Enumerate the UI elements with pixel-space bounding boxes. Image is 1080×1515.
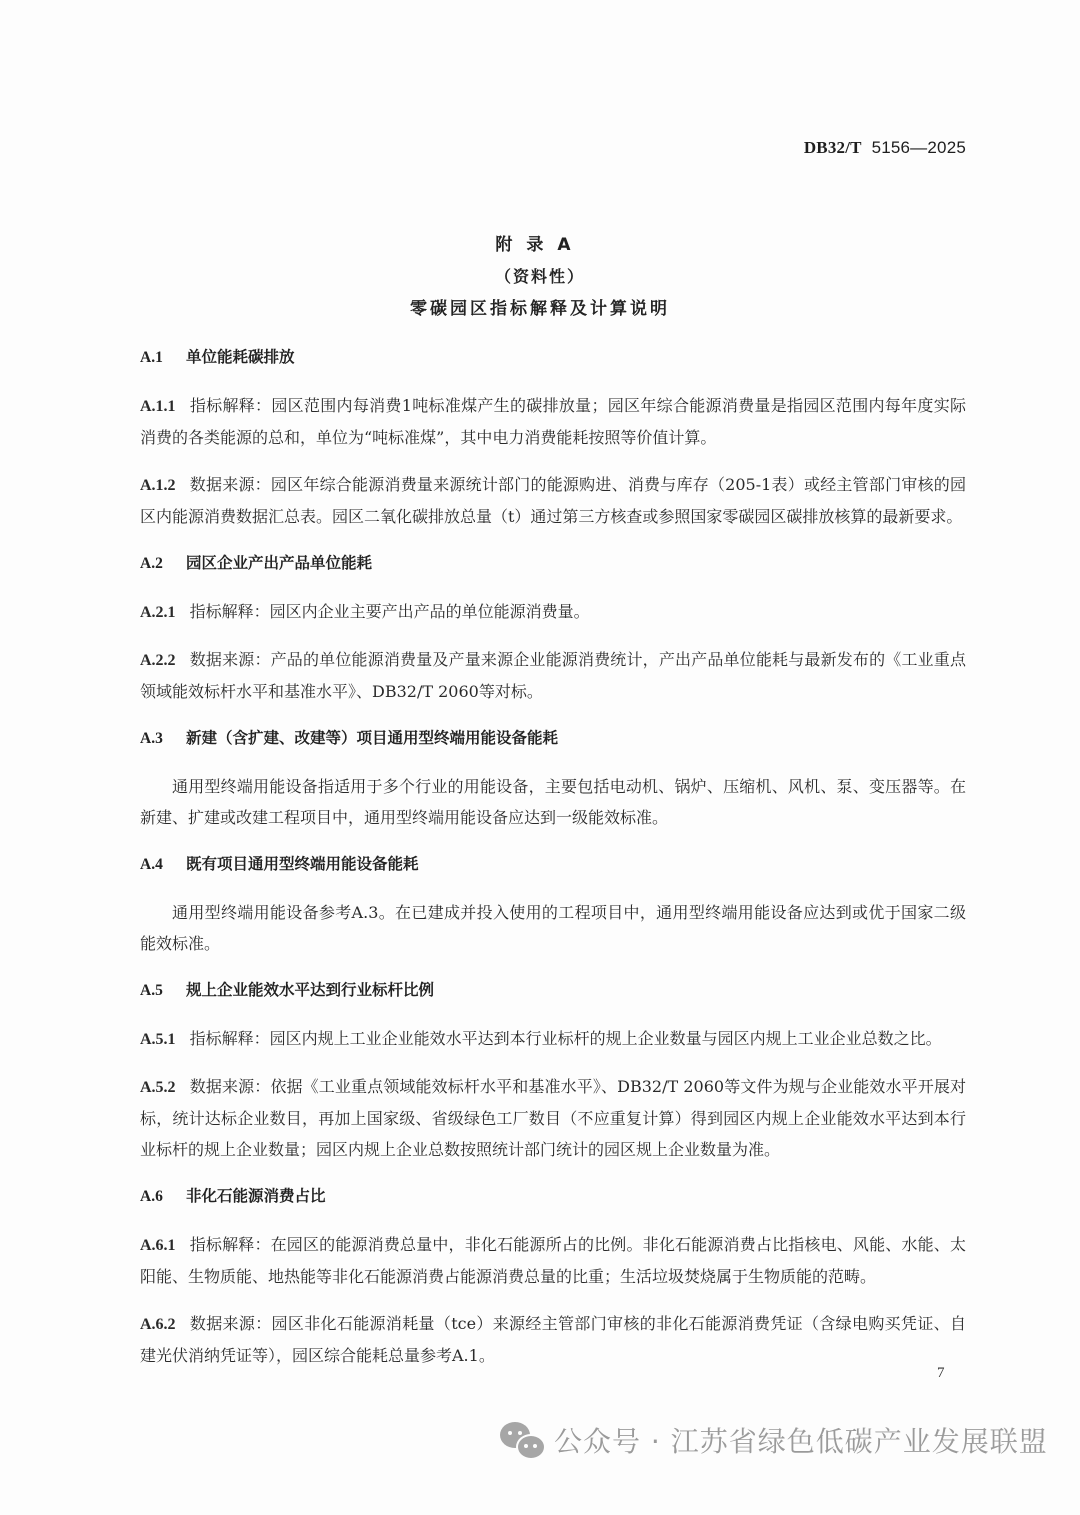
clause-text: 指标解释：园区内规上工业企业能效水平达到本行业标杆的规上企业数量与园区内规上工业企业总数之比。 [189, 1029, 942, 1048]
section-number: A.5 [140, 982, 163, 999]
clause-number: A.1.2 [140, 477, 176, 494]
clause-text: 数据来源：园区年综合能源消费量来源统计部门的能源购进、消费与库存（205-1表）或经主管部门审核的园区内能源消费数据汇总表。园区二氧化碳排放总量（t）通过第三方核查或参照国家零碳园区碳排放核算的最新要求。 [140, 475, 966, 526]
section-title: 既有项目通用型终端用能设备能耗 [186, 855, 419, 873]
section-title: 规上企业能效水平达到行业标杆比例 [186, 981, 435, 999]
section-number: A.2 [140, 555, 163, 572]
clause [140, 469, 966, 532]
clause-number: A.6.2 [140, 1316, 176, 1333]
clause-number: A.2.1 [140, 604, 176, 621]
watermark [500, 1418, 1048, 1462]
section-heading [140, 340, 966, 374]
section-number: A.1 [140, 349, 163, 366]
clause-number: A.5.1 [140, 1031, 176, 1048]
doc-code-prefix: DB32/T [803, 138, 862, 157]
clause-text: 指标解释：在园区的能源消费总量中，非化石能源所占的比例。非化石能源消费占比指核电、风能、水能、太阳能、生物质能、地热能等非化石能源消费占能源消费总量的比重；生活垃圾焚烧属于生物质能的范畴。 [140, 1235, 966, 1286]
clause [140, 644, 966, 707]
appendix-name: 零碳园区指标解释及计算说明 [410, 299, 670, 319]
section-title: 园区企业产出产品单位能耗 [186, 554, 373, 572]
appendix-heading [0, 230, 1080, 324]
clause-number: A.2.2 [140, 652, 176, 669]
section-heading [140, 1179, 966, 1213]
section-title: 新建（含扩建、改建等）项目通用型终端用能设备能耗 [186, 729, 559, 747]
clause-text: 数据来源：园区非化石能源消耗量（tce）来源经主管部门审核的非化石能源消费凭证（含绿电购买凭证、自建光伏消纳凭证等），园区综合能耗总量参考A.1。 [140, 1314, 966, 1365]
section-heading [140, 546, 966, 580]
section-body: 通用型终端用能设备指适用于多个行业的用能设备，主要包括电动机、锅炉、压缩机、风机、泵、变压器等。在新建、扩建或改建工程项目中，通用型终端用能设备应达到一级能效标准。 [140, 777, 966, 827]
document-body [140, 340, 966, 1371]
clause-number: A.6.1 [140, 1237, 176, 1254]
document-code [804, 138, 966, 158]
watermark-text: 公众号 · 江苏省绿色低碳产业发展联盟 [554, 1425, 1048, 1458]
appendix-type: （资料性） [494, 267, 585, 286]
clause [140, 1071, 966, 1165]
clause [140, 1308, 966, 1371]
section-number: A.3 [140, 730, 163, 747]
clause-number: A.5.2 [140, 1079, 176, 1096]
page-number: 7 [937, 1365, 945, 1381]
appendix-title: 附录A [495, 235, 585, 255]
section-title: 非化石能源消费占比 [186, 1187, 326, 1205]
section-number: A.6 [140, 1188, 163, 1205]
section-heading [140, 721, 966, 755]
clause [140, 1229, 966, 1292]
clause [140, 390, 966, 453]
section-heading [140, 973, 966, 1007]
doc-code-number: 5156—2025 [871, 138, 966, 157]
clause-text: 数据来源：产品的单位能源消费量及产量来源企业能源消费统计，产出产品单位能耗与最新发布的《工业重点领域能效标杆水平和基准水平》、DB32/T 2060等对标。 [140, 650, 966, 701]
clause-text: 数据来源：依据《工业重点领域能效标杆水平和基准水平》、DB32/T 2060等文件为规与企业能效水平开展对标，统计达标企业数目，再加上国家级、省级绿色工厂数目（不应重复计算）得到园区内规上企业能效水平达到本行业标杆的规上企业数量；园区内规上企业总数按照统计部门统计的园区规上企业数量为准。 [140, 1077, 966, 1159]
clause [140, 1023, 966, 1055]
section-heading [140, 847, 966, 881]
wechat-icon [500, 1420, 544, 1460]
section-body: 通用型终端用能设备参考A.3。在已建成并投入使用的工程项目中，通用型终端用能设备应达到或优于国家二级能效标准。 [140, 903, 966, 953]
clause [140, 596, 966, 628]
section-number: A.4 [140, 856, 163, 873]
clause-text: 指标解释：园区内企业主要产出产品的单位能源消费量。 [189, 602, 590, 621]
section-title: 单位能耗碳排放 [186, 348, 295, 366]
clause-number: A.1.1 [140, 398, 176, 415]
clause-text: 指标解释：园区范围内每消费1吨标准煤产生的碳排放量；园区年综合能源消费量是指园区范围内每年度实际消费的各类能源的总和，单位为“吨标准煤”，其中电力消费能耗按照等价值计算。 [140, 396, 966, 447]
